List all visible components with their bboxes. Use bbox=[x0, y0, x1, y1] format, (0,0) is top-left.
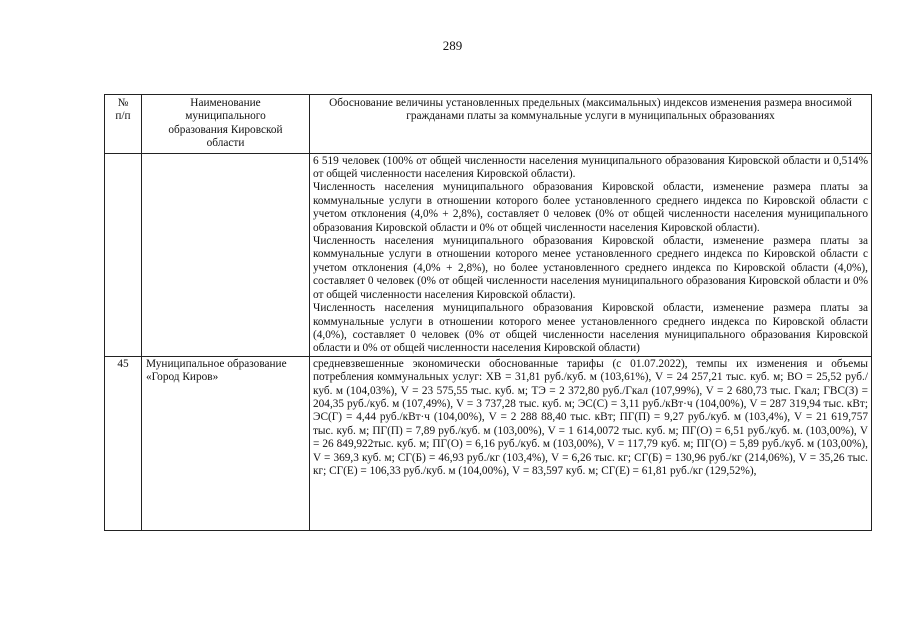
justification-paragraph: Численность населения муниципального образования Кировской области, изменение размера платы за коммунальные услуги в отношении которого менее установленного среднего индекса по Кировской области с учетом отклонения (4,0% + 2,8%), но более установленного среднего индекса по Кировской области (4,0%), составляет 0 человек (0% от общей численности населения муниципального образования Кировской области и 0% от общей численности населения Кировской области). bbox=[313, 235, 868, 301]
header-number: № п/п bbox=[105, 95, 142, 154]
table-header-row bbox=[105, 95, 872, 154]
header-municipality-name: Наименование муниципального образования Кировской области bbox=[142, 95, 310, 154]
row-number-cell bbox=[105, 153, 142, 356]
indices-table bbox=[104, 94, 872, 531]
row-justification-cell bbox=[310, 153, 872, 356]
row-name-cell bbox=[142, 153, 310, 356]
justification-paragraph: 6 519 человек (100% от общей численности населения муниципального образования Кировской области и 0,514% от общей численности населения Кировской области). bbox=[313, 154, 868, 181]
justification-paragraph: Численность населения муниципального образования Кировской области, изменение размера платы за коммунальные услуги в отношении которого менее установленного среднего индекса по Кировской области (4,0%), составляет 0 человек (0% от общей численности населения муниципального образования Кировской области и 0% от общей численности населения Кировской области) bbox=[313, 302, 868, 355]
header-justification: Обоснование величины установленных предельных (максимальных) индексов изменения размера вносимой гражданами платы за коммунальные услуги в муниципальных образованиях bbox=[310, 95, 872, 154]
row-name-cell: Муниципальное образование «Город Киров» bbox=[142, 356, 310, 530]
page-number: 289 bbox=[442, 38, 463, 53]
row-number-cell: 45 bbox=[105, 356, 142, 530]
row-justification-cell: средневзвешенные экономически обоснованные тарифы (с 01.07.2022), темпы их изменения и объемы потребления коммунальных услуг: ХВ = 31,81 руб./куб. м (103,61%), V = 24 257,21 тыс. куб. м; ВО = 25,52 руб./куб. м (104,03%), V = 23 575,55 тыс. куб. м; ТЭ = 2 372,80 руб./Гкал (107,99%), V = 2 680,73 тыс. Гкал; ГВС(З) = 204,35 руб./куб. м (107,49%), V = 3 737,28 тыс. куб. м; ЭС(С) = 3,11 руб./кВт·ч (104,00%), V = 287 319,94 тыс. кВт; ЭС(Г) = 4,44 руб./кВт·ч (104,00%), V = 2 288 88,40 тыс. кВт; ПГ(П) = 9,27 руб./куб. м (103,4%), V = 21 619,757 тыс. куб. м; ПГ(П) = 7,89 руб./куб. м (103,00%), V = 1 614,0072 тыс. куб. м; ПГ(О) = 6,51 руб./куб. м. (103,00%), V = 26 849,922тыс. куб. м; ПГ(О) = 6,16 руб./куб. м (103,00%), V = 117,79 куб. м; ПГ(О) = 5,89 руб./куб. м (103,00%), V = 369,3 куб. м; СГ(Б) = 46,93 руб./кг (103,4%), V = 6,26 тыс. кг; СГ(Б) = 130,96 руб./кг (214,06%), V = 35,26 тыс. кг; СГ(Е) = 106,33 руб./куб. м (104,00%), V = 83,597 куб. м; СГ(Е) = 61,81 руб./кг (129,52%), bbox=[310, 356, 872, 530]
table-row-45 bbox=[105, 356, 872, 530]
justification-paragraph: Численность населения муниципального образования Кировской области, изменение размера платы за коммунальные услуги в отношении которого более установленного среднего индекса по Кировской области с учетом отклонения (4,0% + 2,8%), составляет 0 человек (0% от общей численности населения муниципального образования Кировской области и 0% от общей численности населения Кировской области). bbox=[313, 181, 868, 234]
table-row-continuation bbox=[105, 153, 872, 356]
